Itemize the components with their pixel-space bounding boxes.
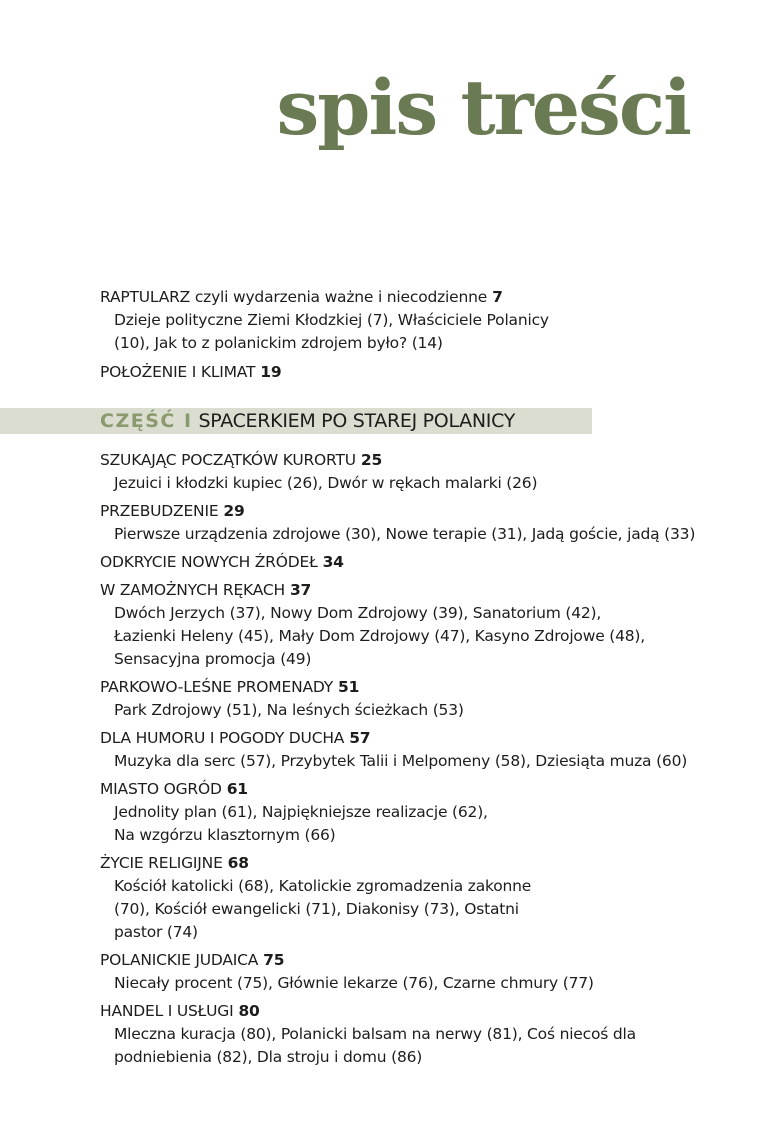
page-title: spis treści [276, 63, 690, 152]
toc-entry-title: RAPTULARZ czyli wydarzenia ważne i niecodzienne [100, 288, 488, 306]
toc-entry-heading [100, 1000, 740, 1023]
toc-entry-page: 61 [226, 780, 248, 798]
toc-entry [100, 852, 740, 944]
toc-entry-title: ŻYCIE RELIGIJNE [100, 854, 223, 872]
toc-entry-page: 34 [322, 553, 344, 571]
toc-entry-subsections: Dzieje polityczne Ziemi Kłodzkiej (7), Właściciele Polanicy (10), Jak to z polanickim zdrojem było? (14) [114, 311, 549, 352]
toc-entry-heading [100, 579, 740, 602]
toc-entry-page: 57 [349, 729, 371, 747]
toc-entry [100, 286, 740, 355]
toc-entry-page: 29 [223, 502, 245, 520]
toc-entry-title: HANDEL I USŁUGI [100, 1002, 234, 1020]
toc-entry-page: 37 [289, 581, 312, 599]
toc-entry [100, 676, 740, 722]
toc-entry [100, 449, 740, 495]
toc-entry [100, 1000, 740, 1069]
part-title: SPACERKIEM PO STAREJ POLANICY [198, 410, 516, 432]
toc-entry-heading [100, 286, 520, 309]
toc-intro [100, 286, 740, 390]
toc-entry-page: 7 [492, 288, 503, 306]
toc-entry [100, 579, 740, 671]
toc-entry-heading [100, 949, 740, 972]
toc-entry-title: SZUKAJĄC POCZĄTKÓW KURORTU [100, 451, 356, 469]
toc-entry [100, 949, 740, 995]
toc-entry-title: PARKOWO-LEŚNE PROMENADY [100, 678, 334, 696]
toc-entry-title: MIASTO OGRÓD [100, 780, 222, 798]
toc-entry-heading [100, 778, 740, 801]
toc-entry-subsections: Niecały procent (75), Głównie lekarze (76), Czarne chmury (77) [114, 974, 594, 992]
toc-entry-subsections: Jednolity plan (61), Najpiękniejsze realizacje (62), Na wzgórzu klasztornym (66) [114, 803, 488, 844]
toc-entry-heading [100, 727, 740, 750]
toc-entry [100, 727, 740, 773]
toc-entry-heading [100, 449, 740, 472]
toc-entry-page: 25 [360, 451, 383, 469]
toc-entry-page: 19 [260, 363, 282, 381]
toc-entry-page: 80 [238, 1002, 260, 1020]
toc-entry-heading [100, 551, 740, 574]
toc-entry-heading [100, 676, 740, 699]
toc-entry-title: POŁOŻENIE I KLIMAT [100, 363, 256, 381]
toc-entry [100, 500, 740, 546]
toc-entry-heading [100, 500, 740, 523]
toc-entry [100, 778, 740, 847]
toc-entry-subsections: Kościół katolicki (68), Katolickie zgromadzenia zakonne (70), Kościół ewangelicki (71), Diakonisy (73), Ostatni pastor (74) [114, 877, 532, 941]
toc-entry-subsections: Muzyka dla serc (57), Przybytek Talii i Melpomeny (58), Dziesiąta muza (60) [114, 752, 688, 770]
toc-entry-heading [100, 361, 740, 384]
toc-entry-page: 51 [338, 678, 360, 696]
toc-entry-title: W ZAMOŻNYCH RĘKACH [100, 581, 285, 599]
toc-entry-subsections: Mleczna kuracja (80), Polanicki balsam na nerwy (81), Coś niecoś dla podniebienia (82), Dla stroju i domu (86) [114, 1025, 636, 1066]
toc-entry-page: 68 [227, 854, 249, 872]
toc-entry-subsections: Park Zdrojowy (51), Na leśnych ścieżkach (53) [114, 701, 464, 719]
toc-entry-title: ODKRYCIE NOWYCH ŹRÓDEŁ [100, 553, 318, 571]
toc-entry-heading [100, 852, 740, 875]
toc-entry [100, 551, 740, 574]
toc-entry-title: DLA HUMORU I POGODY DUCHA [100, 729, 345, 747]
toc-entry-subsections: Dwóch Jerzych (37), Nowy Dom Zdrojowy (39), Sanatorium (42), Łazienki Heleny (45), Mały Dom Zdrojowy (47), Kasyno Zdrojowe (48), Sensacyjna promocja (49) [114, 604, 645, 668]
toc-entry-subsections: Jezuici i kłodzki kupiec (26), Dwór w rękach malarki (26) [114, 474, 538, 492]
toc-entry [100, 361, 740, 384]
toc-entry-title: PRZEBUDZENIE [100, 502, 219, 520]
toc-entry-subsections: Pierwsze urządzenia zdrojowe (30), Nowe terapie (31), Jadą goście, jadą (33) [114, 525, 696, 543]
toc-entry-page: 75 [263, 951, 285, 969]
part-header [100, 408, 515, 434]
part-label: CZĘŚĆ I [100, 410, 193, 432]
toc-entry-title: POLANICKIE JUDAICA [100, 951, 259, 969]
toc-part-one [100, 449, 740, 1074]
